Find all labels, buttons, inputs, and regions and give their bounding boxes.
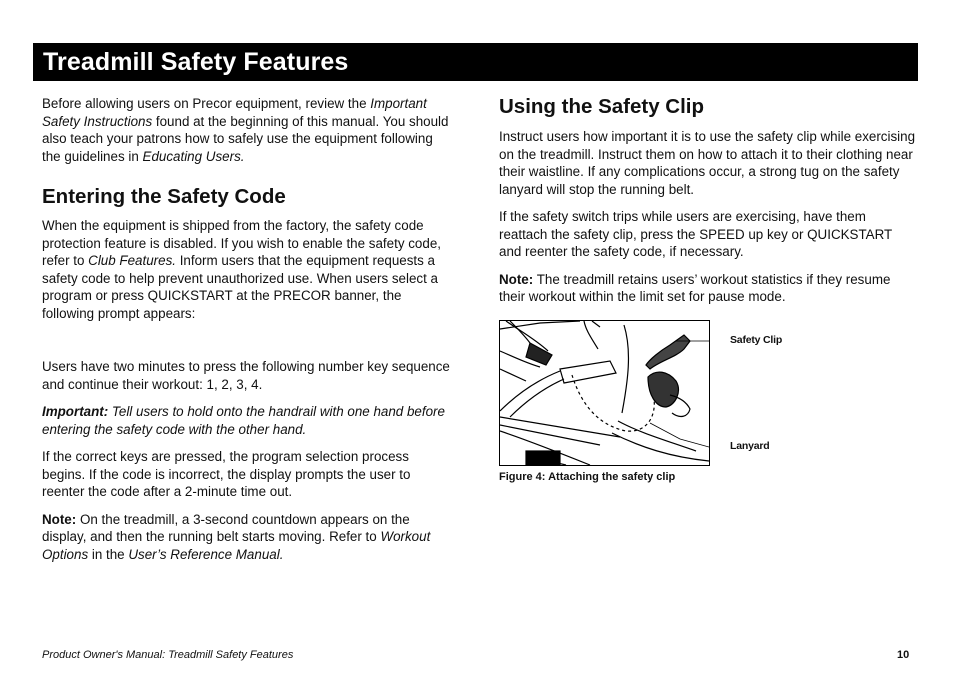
note-paragraph-right (499, 271, 917, 306)
safety-clip-illustration (499, 320, 710, 466)
section-heading-safety-clip: Using the Safety Clip (499, 95, 705, 118)
note-paragraph-left (42, 511, 452, 564)
right-column (499, 95, 917, 316)
users-reference-manual-ref: User’s Reference Manual. (128, 546, 284, 562)
note-text-1: On the treadmill, a 3-second countdown appears on the display, and then the running belt starts moving. Refer to (42, 511, 410, 544)
safety-code-paragraph-1 (42, 217, 452, 322)
intro-text-2: found at the beginning of this manual. You should also teach your patrons how to safely use the equipment following the guidelines in (42, 113, 449, 164)
club-features-ref: Club Features. (88, 253, 176, 268)
callout-lanyard: Lanyard (730, 440, 770, 452)
left-column (42, 95, 452, 573)
note-text-2: in the (88, 546, 129, 562)
safety-clip-drawing (500, 321, 709, 465)
intro-ref-important-safety: Important Safety Instructions (42, 96, 427, 129)
safety-code-paragraph-2: Users have two minutes to press the following number key sequence and continue their workout: 1, 2, 3, 4. (42, 359, 450, 392)
note-text-right: The treadmill retains users’ workout statistics if they resume their workout within the limit set for pause mode. (499, 271, 891, 304)
note-label-right: Note: (499, 271, 534, 287)
intro-paragraph (42, 95, 452, 165)
page-title: Treadmill Safety Features (43, 48, 349, 76)
page-number: 10 (897, 649, 910, 661)
safety-code-paragraph-3: If the correct keys are pressed, the program selection process begins. If the code is incorrect, the display prompts the user to reenter the code after a 2-minute time out. (42, 449, 411, 499)
callout-safety-clip: Safety Clip (730, 334, 783, 346)
important-paragraph (42, 403, 452, 438)
prompt-spacer (42, 332, 452, 358)
intro-text-1: Before allowing users on Precor equipment, review the (42, 96, 371, 111)
intro-ref-educating-users: Educating Users. (142, 148, 245, 164)
important-label: Important: (42, 404, 109, 419)
title-bar (33, 43, 918, 81)
important-text: Tell users to hold onto the handrail with one hand before entering the safety code with the other hand. (42, 404, 445, 437)
safety-code-text-1: When the equipment is shipped from the factory, the safety code protection feature is disabled. If you wish to enable the safety code, refer to (42, 218, 441, 268)
note-label-left: Note: (42, 511, 77, 527)
safety-code-text-2: Inform users that the equipment requests a safety code to help prevent unauthorized use. When users select a program or press QUICKSTART at the PRECOR banner, the following prompt appears: (42, 253, 439, 321)
safety-clip-paragraph-1: Instruct users how important it is to use the safety clip while exercising on the treadmill. Instruct them on how to attach it to their clothing near their waistline. If any complications occur, a strong tug on the safety lanyard will stop the running belt. (499, 129, 916, 197)
section-heading-safety-code: Entering the Safety Code (42, 185, 286, 208)
footer-title: Product Owner's Manual: Treadmill Safety Features (42, 649, 294, 661)
figure-caption: Figure 4: Attaching the safety clip (499, 471, 676, 483)
safety-clip-paragraph-2: If the safety switch trips while users are exercising, have them reattach the safety clip, press the SPEED up key or QUICKSTART and reenter the safety code, if necessary. (499, 209, 892, 259)
workout-options-ref: Workout Options (42, 529, 431, 562)
